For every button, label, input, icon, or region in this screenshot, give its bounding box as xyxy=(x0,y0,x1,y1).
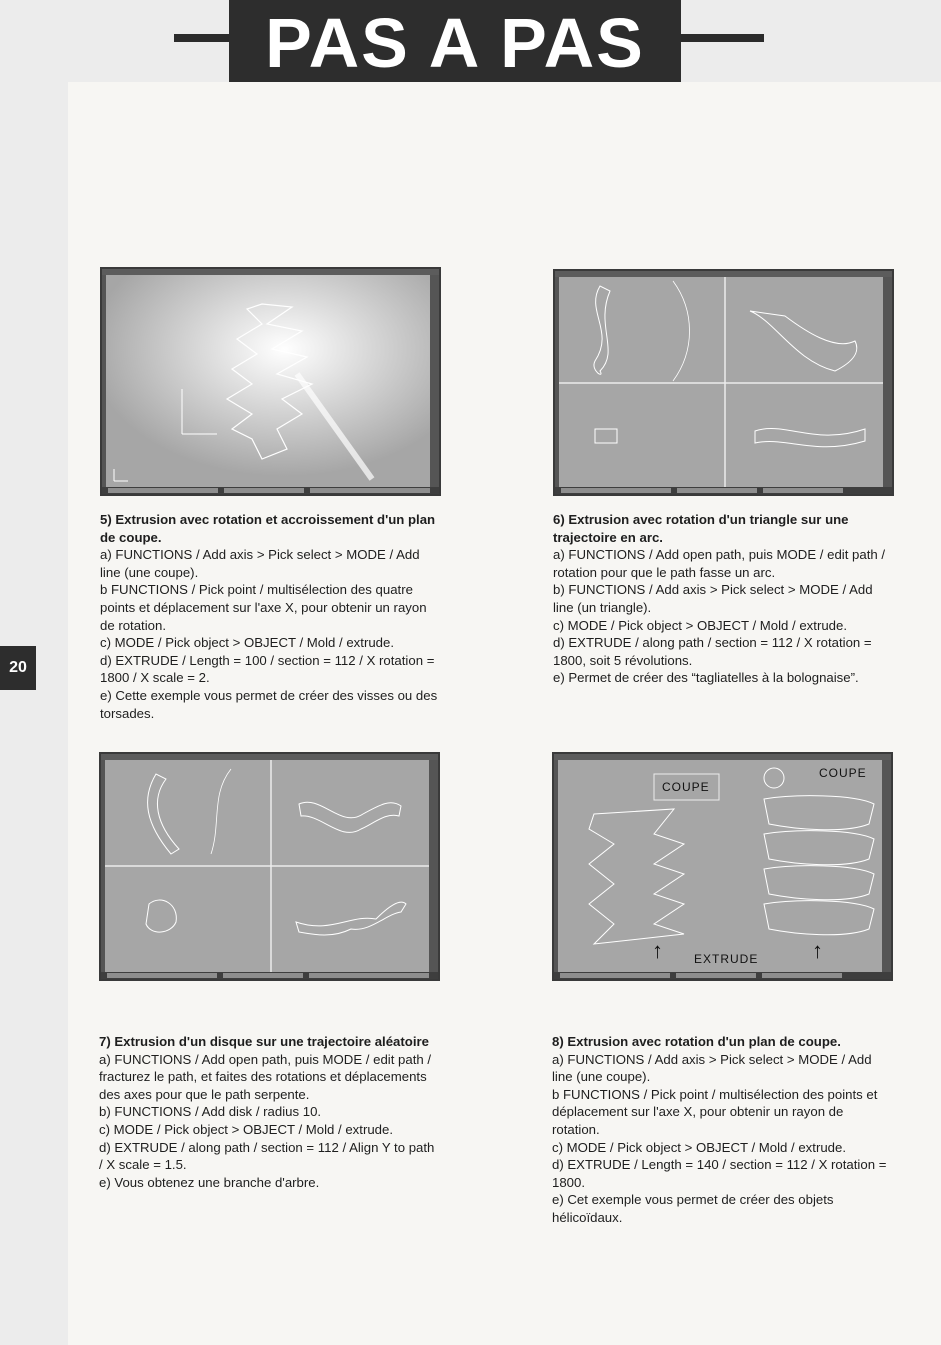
step-b: b FUNCTIONS / Pick point / multisélection des quatre points et déplacement sur l'axe X, pour obtenir un rayon de rotation. xyxy=(100,582,427,633)
step-a: a) FUNCTIONS / Add open path, puis MODE / edit path / rotation pour que le path fasse un arc. xyxy=(553,547,886,580)
screenshot-fig6 xyxy=(553,269,894,496)
up-arrow-icon: ↑ xyxy=(812,938,823,963)
fig5-viewport xyxy=(102,269,439,494)
page-title: PAS A PAS xyxy=(229,0,681,82)
page-number: 20 xyxy=(0,646,36,690)
label-coupe-right: COUPE xyxy=(819,766,867,780)
step-d: d) EXTRUDE / Length = 100 / section = 112 / X rotation = 1800 / X scale = 2. xyxy=(100,652,435,686)
label-extrude: EXTRUDE xyxy=(694,952,759,966)
step-e: e) Cet exemple vous permet de créer des objets hélicoïdaux. xyxy=(552,1192,834,1225)
status-bar xyxy=(102,487,439,494)
step-a: a) FUNCTIONS / Add axis > Pick select > MODE / Add line (une coupe). xyxy=(100,547,420,580)
screenshot-fig7 xyxy=(99,752,440,981)
step-d: d) EXTRUDE / along path / section = 112 / Align Y to path / X scale = 1.5. xyxy=(99,1139,435,1173)
section-7 xyxy=(99,1033,439,1191)
step-a: a) FUNCTIONS / Add open path, puis MODE / edit path / fracturez le path, et faites des rotations et déplacements des axes pour que le path serpente. xyxy=(99,1051,432,1102)
section-title: 8) Extrusion avec rotation d'un plan de coupe. xyxy=(552,1034,841,1049)
label-coupe-left: COUPE xyxy=(662,780,710,794)
step-b: b FUNCTIONS / Pick point / multisélection des points et déplacement sur l'axe X, pour obtenir un rayon de rotation. xyxy=(552,1086,878,1137)
header-rule-right xyxy=(678,34,764,42)
status-bar xyxy=(101,972,438,979)
step-e: e) Cette exemple vous permet de créer des visses ou des torsades. xyxy=(100,687,438,721)
up-arrow-icon: ↑ xyxy=(652,938,663,963)
section-title: 5) Extrusion avec rotation et accroissement d'un plan de coupe. xyxy=(100,512,436,545)
fig6-viewports xyxy=(555,271,892,494)
step-a: a) FUNCTIONS / Add axis > Pick select > MODE / Add line (une coupe). xyxy=(552,1051,872,1085)
header-rule-left xyxy=(174,34,232,42)
fig8-viewport xyxy=(554,754,891,979)
step-b: b) FUNCTIONS / Add disk / radius 10. xyxy=(99,1104,322,1120)
section-6 xyxy=(553,511,894,687)
section-title: 7) Extrusion d'un disque sur une trajectoire aléatoire xyxy=(99,1034,429,1049)
step-c: c) MODE / Pick object > OBJECT / Mold / extrude. xyxy=(100,635,395,651)
screenshot-fig8 xyxy=(552,752,893,981)
fig7-viewports xyxy=(101,754,438,979)
step-e: e) Permet de créer des “tagliatelles à la bolognaise”. xyxy=(553,670,859,686)
step-c: c) MODE / Pick object > OBJECT / Mold / extrude. xyxy=(99,1121,394,1137)
step-d: d) EXTRUDE / along path / section = 112 / X rotation = 1800, soit 5 révolutions. xyxy=(553,635,872,668)
screenshot-fig5 xyxy=(100,267,441,496)
step-e: e) Vous obtenez une branche d'arbre. xyxy=(99,1174,320,1190)
status-bar xyxy=(555,487,892,494)
step-c: c) MODE / Pick object > OBJECT / Mold / extrude. xyxy=(553,617,848,633)
step-b: b) FUNCTIONS / Add axis > Pick select > MODE / Add line (un triangle). xyxy=(553,582,873,615)
status-bar xyxy=(554,972,891,979)
section-8 xyxy=(552,1033,893,1227)
section-5 xyxy=(100,511,440,722)
step-d: d) EXTRUDE / Length = 140 / section = 112 / X rotation = 1800. xyxy=(552,1157,887,1190)
step-c: c) MODE / Pick object > OBJECT / Mold / extrude. xyxy=(552,1139,847,1155)
section-title: 6) Extrusion avec rotation d'un triangle sur une trajectoire en arc. xyxy=(553,512,849,545)
